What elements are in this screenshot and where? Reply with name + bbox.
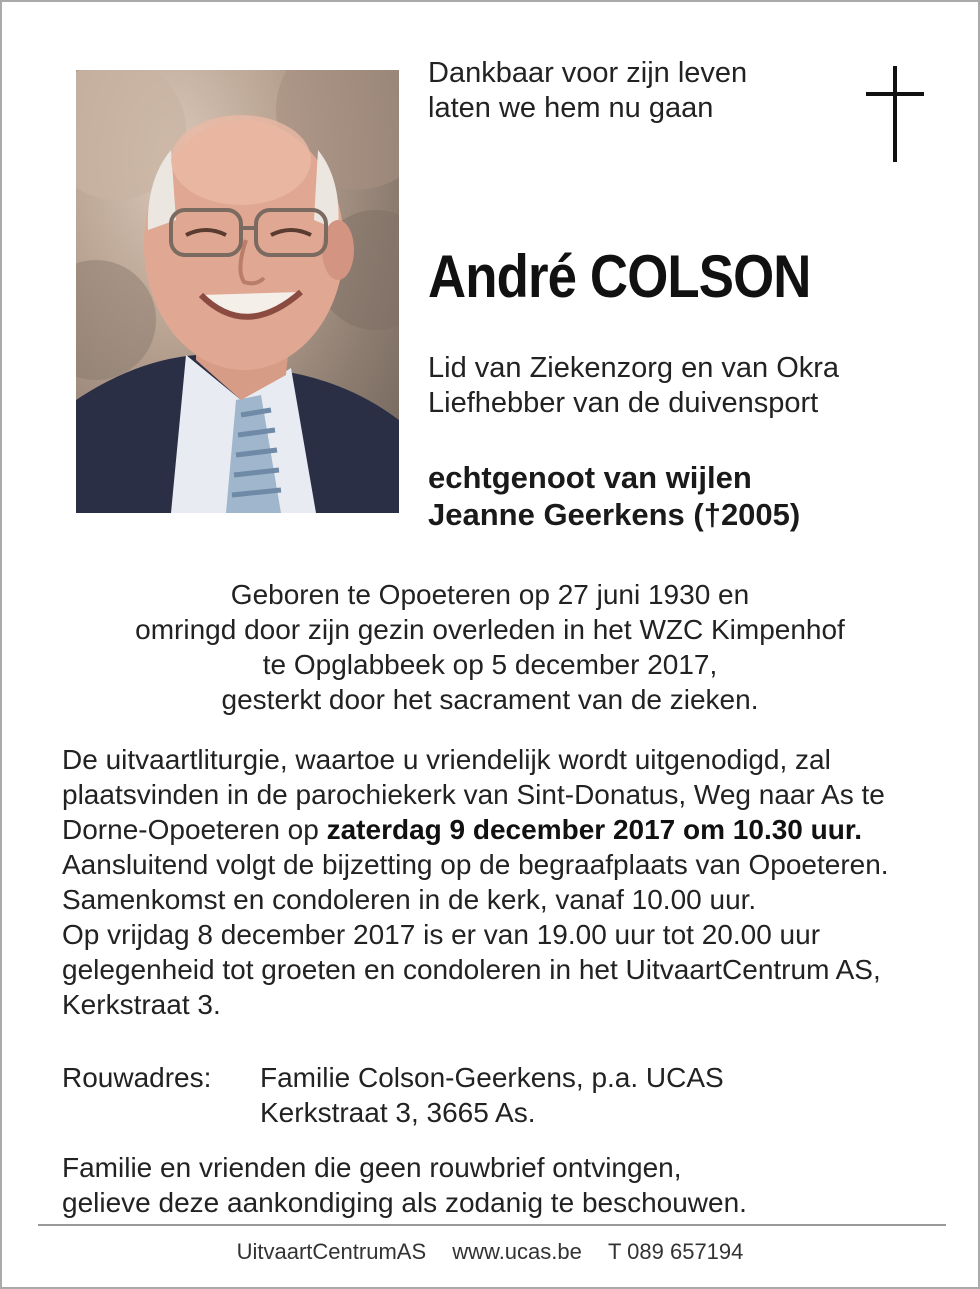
membership-line: Liefhebber van de duivensport	[428, 387, 819, 419]
birth-line: omringd door zijn gezin overleden in het WZC Kimpenhof	[135, 614, 845, 645]
spouse-info	[428, 459, 800, 533]
funeral-text-after: Aansluitend volgt de bijzetting op de begraafplaats van Opoeteren.	[62, 849, 889, 880]
address-label: Rouwadres:	[62, 1062, 212, 1093]
address-line: Kerkstraat 3, 3665 As.	[260, 1097, 536, 1128]
address-line: Familie Colson-Geerkens, p.a. UCAS	[260, 1062, 724, 1093]
footer-website[interactable]: www.ucas.be	[452, 1239, 582, 1264]
footer	[2, 1239, 978, 1265]
motto-line: Dankbaar voor zijn leven	[428, 57, 748, 89]
footer-company: UitvaartCentrumAS	[236, 1239, 427, 1264]
birth-line: te Opglabbeek op 5 december 2017,	[262, 649, 718, 680]
motto-line: laten we hem nu gaan	[428, 92, 714, 124]
membership-line: Lid van Ziekenzorg en van Okra	[428, 352, 840, 384]
cross-icon	[866, 66, 924, 162]
visitation-info: Op vrijdag 8 december 2017 is er van 19.00 uur tot 20.00 uur gelegenheid tot groeten en condoleren in het UitvaartCentrum AS, Kerkstraat 3.	[62, 919, 881, 1020]
closing-line: gelieve deze aankondiging als zodanig te beschouwen.	[62, 1187, 747, 1218]
footer-phone: T 089 657194	[608, 1239, 744, 1264]
funeral-datetime: zaterdag 9 december 2017 om 10.30 uur.	[326, 814, 862, 845]
closing-note	[62, 1150, 747, 1220]
portrait-photo	[76, 70, 399, 513]
funeral-paragraph	[62, 742, 932, 882]
motto	[428, 56, 747, 126]
birth-line: Geboren te Opoeteren op 27 juni 1930 en	[230, 579, 750, 610]
portrait-illustration	[76, 70, 399, 513]
spouse-line: echtgenoot van wijlen	[428, 460, 752, 495]
footer-divider	[38, 1224, 946, 1226]
memberships	[428, 351, 839, 421]
deceased-name: André COLSON	[428, 243, 811, 310]
funeral-text: De uitvaartliturgie, waartoe u vriendelijk wordt uitgenodigd, zal plaatsvinden in de parochiekerk van Sint-Donatus, Weg naar As te Dorne-Opoeteren op	[62, 744, 885, 845]
birth-death-info	[62, 577, 918, 717]
gathering-info: Samenkomst en condoleren in de kerk, vanaf 10.00 uur.	[62, 884, 757, 915]
birth-line: gesterkt door het sacrament van de zieken.	[221, 684, 759, 715]
funeral-details	[62, 742, 932, 1022]
address-lines	[260, 1060, 724, 1130]
spouse-line: Jeanne Geerkens (†2005)	[428, 497, 801, 532]
closing-line: Familie en vrienden die geen rouwbrief ontvingen,	[62, 1152, 682, 1183]
